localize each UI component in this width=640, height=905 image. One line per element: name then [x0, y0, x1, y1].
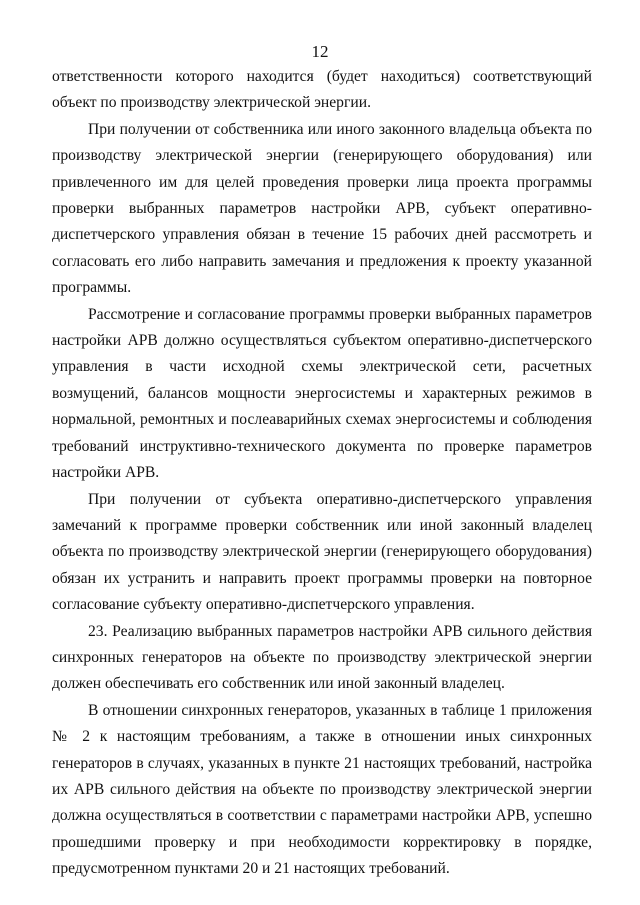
paragraph-continuation: ответственности которого находится (будет находиться) соответствующий объект по производству электрической энергии.	[52, 68, 592, 112]
paragraph-review-obligation: При получении от собственника или иного законного владельца объекта по производству электрической энергии (генерирующего оборудования) или привлеченного им для целей проведения проверки лица проекта программы проверки выбранных параметров настройки АРВ, субъект оперативно-диспетчерского управления обязан в течение 15 рабочих дней рассмотреть и согласовать его либо направить замечания и предложения к проекту указанной программы.	[52, 120, 592, 297]
page-number: 12	[311, 42, 329, 61]
paragraph-review-scope: Рассмотрение и согласование программы проверки выбранных параметров настройки АРВ должно осуществляться субъектом оперативно-диспетчерского управления в части исходной схемы электрической сети, расчетных возмущений, балансов мощности энергосистемы и характерных режимов в нормальной, ремонтных и послеаварийных схемах энергосистемы и соблюдения требований инструктивно-технического документа по проверке параметров настройки АРВ.	[52, 305, 592, 482]
paragraph-remarks-handling: При получении от субъекта оперативно-диспетчерского управления замечаний к программе проверки собственник или иной законный владелец объекта по производству электрической энергии (генерирующего оборудования) обязан их устранить и направить проект программы проверки на повторное согласование субъекту оперативно-диспетчерского управления.	[52, 490, 592, 614]
paragraph-item-23: 23. Реализацию выбранных параметров настройки АРВ сильного действия синхронных генераторов на объекте по производству электрической энергии должен обеспечивать его собственник или иной законный владелец.	[52, 622, 592, 693]
document-body	[52, 64, 592, 883]
paragraph-generator-settings: В отношении синхронных генераторов, указанных в таблице 1 приложения № 2 к настоящим требованиям, а также в отношении иных синхронных генераторов в случаях, указанных в пункте 21 настоящих требований, настройка их АРВ сильного действия на объекте по производству электрической энергии должна осуществляться в соответствии с параметрами настройки АРВ, успешно прошедшими проверку и при необходимости корректировку в порядке, предусмотренном пунктами 20 и 21 настоящих требований.	[52, 701, 592, 878]
